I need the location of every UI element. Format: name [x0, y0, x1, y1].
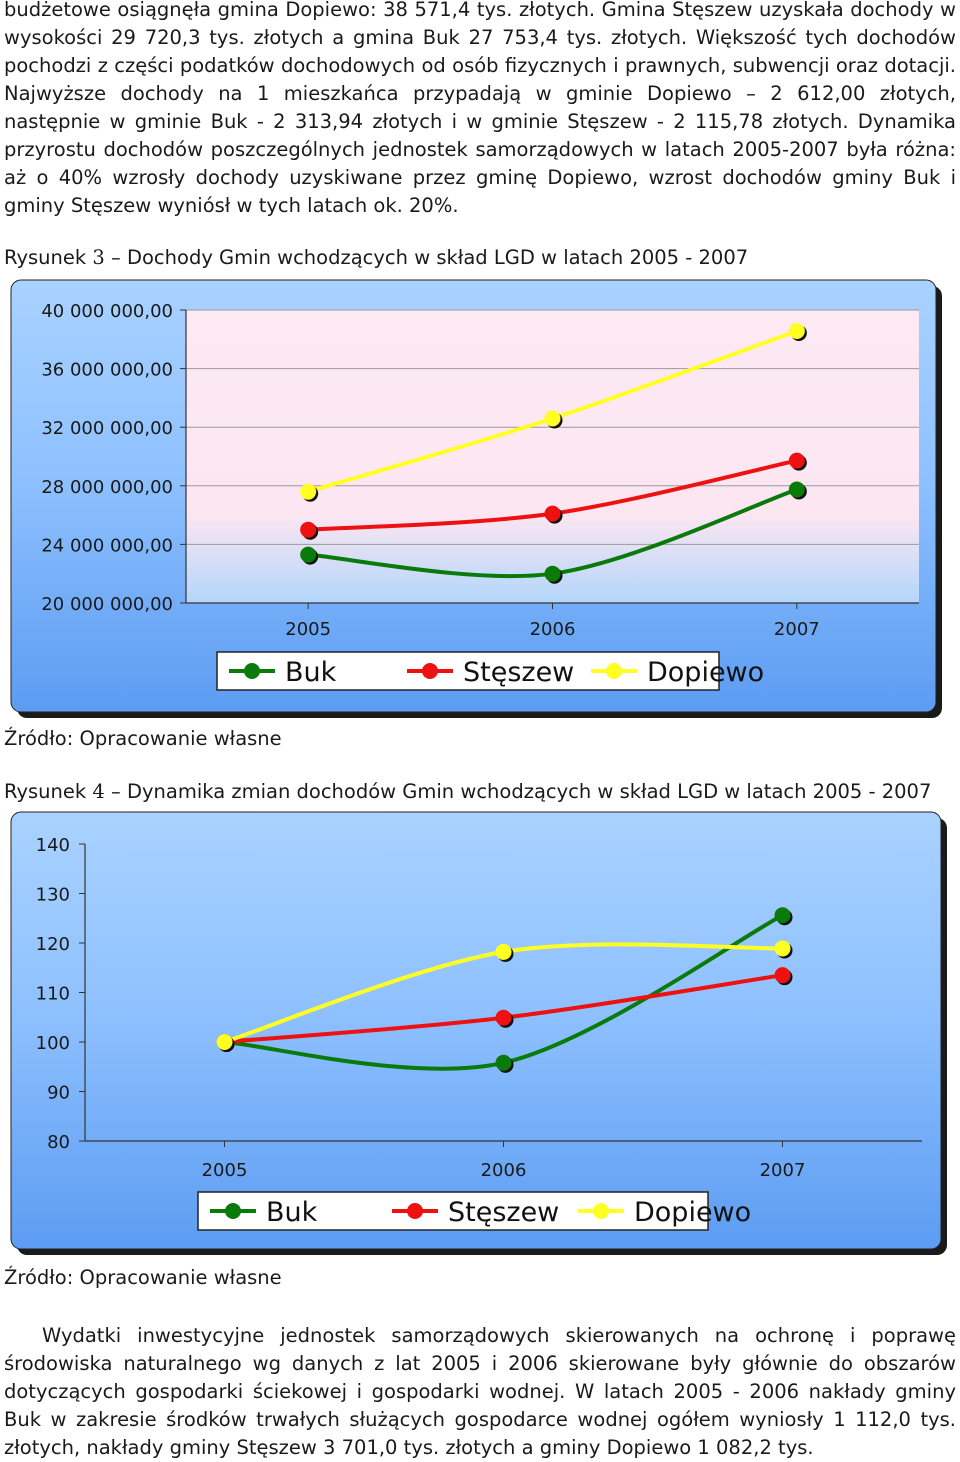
legend-label: Buk: [285, 657, 337, 688]
data-point: [789, 481, 805, 497]
legend-marker: [606, 663, 622, 679]
y-tick-label: 32 000 000,00: [41, 418, 173, 440]
legend-label: Stęszew: [448, 1197, 560, 1228]
legend-label: Dopiewo: [634, 1197, 752, 1228]
data-point: [300, 547, 316, 563]
legend-label: Dopiewo: [647, 657, 765, 688]
caption-prefix: Rysunek: [4, 780, 87, 803]
y-tick-label: 140: [35, 835, 70, 856]
data-point: [545, 506, 561, 522]
y-tick-label: 20 000 000,00: [41, 594, 173, 615]
data-point: [545, 410, 561, 426]
data-point: [300, 522, 316, 538]
figure-3-chart: [0, 278, 950, 727]
legend-marker: [593, 1203, 609, 1219]
income-dynamics-line-chart: [0, 810, 950, 1260]
caption-number: 4: [92, 780, 105, 803]
figure-3-source: Źródło: Opracowanie własne: [4, 727, 282, 750]
data-point: [496, 1055, 512, 1071]
data-point: [217, 1034, 233, 1050]
x-tick-label: 2005: [285, 619, 332, 640]
x-tick-label: 2007: [759, 1160, 806, 1181]
data-point: [775, 940, 791, 956]
legend-label: Stęszew: [463, 657, 575, 688]
data-point: [789, 323, 805, 339]
data-point: [789, 453, 805, 469]
data-point: [775, 967, 791, 983]
caption-text: Dochody Gmin wchodzących w skład LGD w latach 2005 - 2007: [126, 246, 749, 269]
legend-marker: [422, 663, 438, 679]
chart-legend: [198, 1192, 751, 1230]
chart-frame: [11, 812, 941, 1249]
data-point: [496, 944, 512, 960]
figure-3-caption: [4, 244, 748, 272]
caption-text: Dynamika zmian dochodów Gmin wchodzących w skład LGD w latach 2005 - 2007: [126, 780, 932, 803]
figure-4-chart: [0, 810, 950, 1264]
legend-marker: [244, 663, 260, 679]
data-point: [545, 566, 561, 582]
body-paragraph-top: budżetowe osiągnęła gmina Dopiewo: 38 571,4 tys. złotych. Gmina Stęszew uzyskała dochody w wysokości 29 720,3 tys. złotych a gmina Buk 27 753,4 tys. złotych. Większość tych dochodów pochodzi z części podatków dochodowych od osób fizycznych i prawnych, subwencji oraz dotacji. Najwyższe dochody na 1 mieszkańca przypadają w gminie Dopiewo – 2 612,00 złotych, następnie w gminie Buk - 2 313,94 złotych i w gminie Stęszew - 2 115,78 złotych. Dynamika przyrostu dochodów poszczególnych jednostek samorządowych w latach 2005-2007 była różna: aż o 40% wzrosły dochody uzyskiwane przez gminę Dopiewo, wzrost dochodów gminy Buk i gminy Stęszew wyniósł w tych latach ok. 20%.: [4, 0, 956, 217]
y-tick-label: 90: [47, 1082, 70, 1104]
body-paragraph-bottom: Wydatki inwestycyjne jednostek samorządowych skierowanych na ochronę i poprawę środowiska naturalnego wg danych z lat 2005 i 2006 skierowane były głównie do obszarów dotyczących gospodarki ściekowej i gospodarki wodnej. W latach 2005 - 2006 nakłady gminy Buk w zakresie środków trwałych służących gospodarce wodnej ogółem wyniosły 1 112,0 tys. złotych, nakłady gminy Stęszew 3 701,0 tys. złotych a gminy Dopiewo 1 082,2 tys.: [4, 1324, 956, 1459]
legend-marker: [407, 1203, 423, 1219]
x-tick-label: 2005: [201, 1160, 248, 1181]
plot-area: [186, 310, 919, 603]
y-tick-label: 28 000 000,00: [41, 476, 173, 498]
y-tick-label: 110: [35, 983, 70, 1005]
caption-dash: –: [111, 780, 121, 803]
y-tick-label: 24 000 000,00: [41, 535, 173, 557]
y-tick-label: 80: [47, 1132, 70, 1153]
figure-4-caption: [4, 778, 931, 806]
y-tick-label: 36 000 000,00: [41, 359, 173, 381]
figure-4-source: Źródło: Opracowanie własne: [4, 1266, 282, 1289]
x-tick-label: 2006: [529, 619, 576, 640]
caption-dash: –: [111, 246, 121, 269]
x-tick-label: 2007: [773, 619, 820, 640]
y-tick-label: 120: [35, 934, 70, 955]
legend-label: Buk: [266, 1197, 318, 1228]
data-point: [496, 1010, 512, 1026]
y-tick-label: 130: [35, 884, 70, 906]
caption-prefix: Rysunek: [4, 246, 87, 269]
caption-number: 3: [92, 246, 105, 269]
data-point: [775, 907, 791, 923]
income-line-chart: [0, 278, 950, 723]
data-point: [300, 484, 316, 500]
y-tick-label: 40 000 000,00: [41, 301, 173, 322]
legend-marker: [225, 1203, 241, 1219]
chart-legend: [217, 652, 764, 690]
y-tick-label: 100: [35, 1033, 70, 1054]
x-tick-label: 2006: [480, 1160, 527, 1181]
